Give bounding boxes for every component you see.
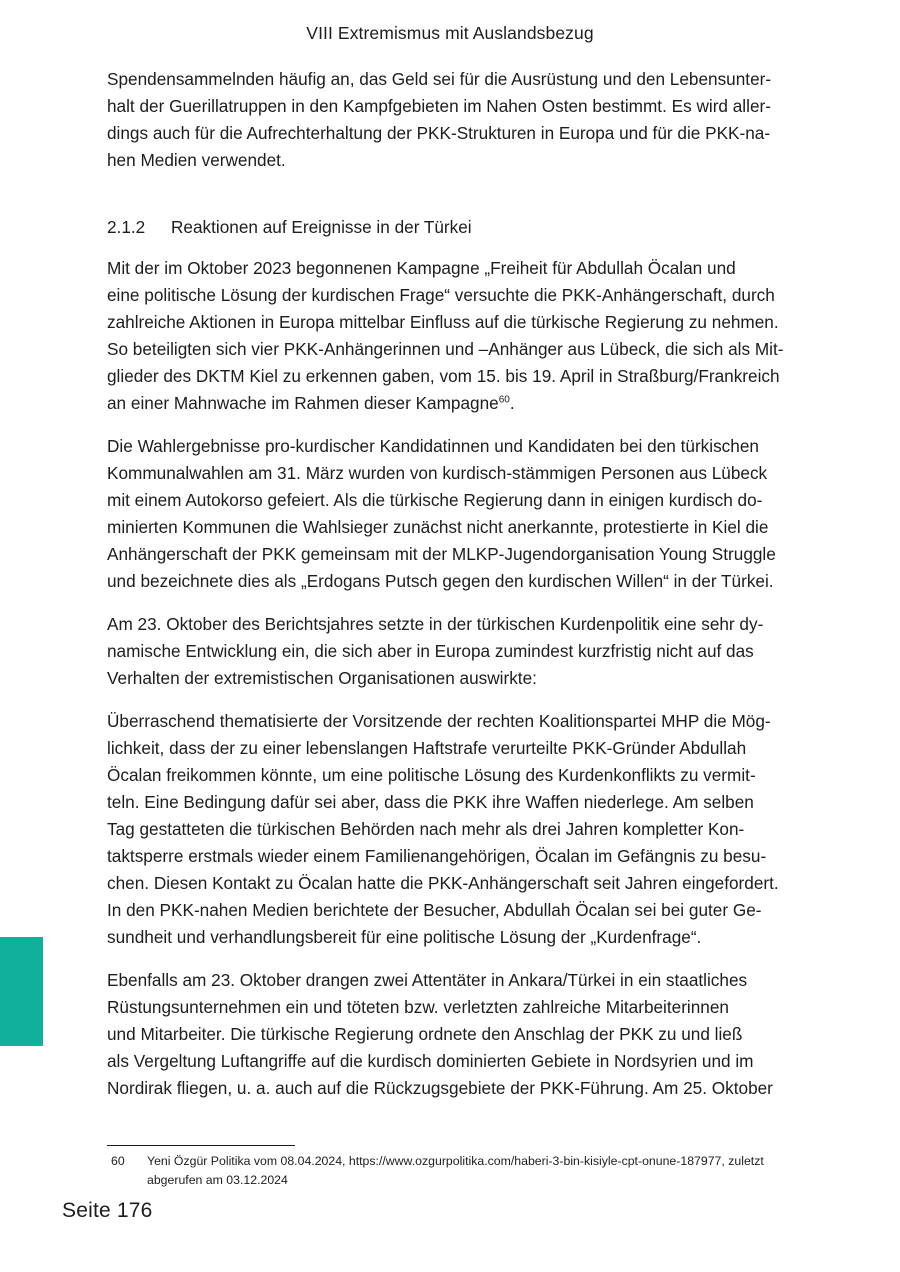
text-line: halt der Guerillatruppen in den Kampfgebieten im Nahen Osten bestimmt. Es wird aller- <box>107 96 771 116</box>
paragraph <box>107 708 837 951</box>
text-line <box>107 390 837 417</box>
text-line: eine politische Lösung der kurdischen Frage“ versuchte die PKK-Anhängerschaft, durch <box>107 285 775 305</box>
footnote <box>107 1152 837 1190</box>
text-line: Öcalan freikommen könnte, um eine politische Lösung des Kurdenkonflikts zu vermit- <box>107 765 756 785</box>
footnote-reference[interactable]: 60 <box>498 394 510 406</box>
paragraph <box>107 611 837 692</box>
text-line: Nordirak fliegen, u. a. auch auf die Rückzugsgebiete der PKK-Führung. Am 25. Oktober <box>107 1078 773 1098</box>
text-line: als Vergeltung Luftangriffe auf die kurdisch dominierten Gebiete in Nordsyrien und im <box>107 1051 754 1071</box>
text-line: namische Entwicklung ein, die sich aber in Europa zumindest kurzfristig nicht auf das <box>107 641 754 661</box>
footnote-divider <box>107 1145 295 1146</box>
text-line: Die Wahlergebnisse pro-kurdischer Kandidatinnen und Kandidaten bei den türkischen <box>107 436 759 456</box>
footnote-line: Yeni Özgür Politika vom 08.04.2024, https://www.ozgurpolitika.com/haberi-3-bin-kisiyle-cpt-onune-187977, zuletzt <box>147 1154 764 1168</box>
section-number: 2.1.2 <box>107 217 146 237</box>
running-header: VIII Extremismus mit Auslandsbezug <box>306 23 594 43</box>
paragraph <box>107 66 837 174</box>
text-line: Rüstungsunternehmen ein und töteten bzw. verletzten zahlreiche Mitarbeiterinnen <box>107 997 729 1017</box>
text-fragment: . <box>509 393 515 413</box>
section-heading <box>107 214 837 241</box>
text-line: Anhängerschaft der PKK gemeinsam mit der MLKP-Jugendorganisation Young Struggle <box>107 544 776 564</box>
paragraph <box>107 255 837 417</box>
text-line: Am 23. Oktober des Berichtsjahres setzte in der türkischen Kurdenpolitik eine sehr dy- <box>107 614 764 634</box>
text-line: teln. Eine Bedingung dafür sei aber, dass die PKK ihre Waffen niederlege. Am selben <box>107 792 754 812</box>
text-line: dings auch für die Aufrechterhaltung der PKK-Strukturen in Europa und für die PKK-na- <box>107 123 771 143</box>
body-text <box>107 66 837 1118</box>
text-fragment: an einer Mahnwache im Rahmen dieser Kampagne <box>107 393 499 413</box>
text-line: minierten Kommunen die Wahlsieger zunächst nicht anerkannte, protestierte in Kiel die <box>107 517 769 537</box>
chapter-color-tab <box>0 937 43 1046</box>
text-line: Überraschend thematisierte der Vorsitzende der rechten Koalitionspartei MHP die Mög- <box>107 711 771 731</box>
text-line: und Mitarbeiter. Die türkische Regierung ordnete den Anschlag der PKK zu und ließ <box>107 1024 743 1044</box>
footnote-text <box>147 1152 837 1190</box>
text-line: sundheit und verhandlungsbereit für eine politische Lösung der „Kurdenfrage“. <box>107 927 702 947</box>
text-line: lichkeit, dass der zu einer lebenslangen Haftstrafe verurteilte PKK-Gründer Abdullah <box>107 738 747 758</box>
text-line: zahlreiche Aktionen in Europa mittelbar Einfluss auf die türkische Regierung zu nehmen. <box>107 312 779 332</box>
text-line: Spendensammelnden häufig an, das Geld sei für die Ausrüstung und den Lebensunter- <box>107 69 772 89</box>
text-line: Mit der im Oktober 2023 begonnenen Kampagne „Freiheit für Abdullah Öcalan und <box>107 258 736 278</box>
text-line: chen. Diesen Kontakt zu Öcalan hatte die PKK-Anhängerschaft seit Jahren eingefordert. <box>107 873 779 893</box>
paragraph <box>107 433 837 595</box>
text-line: In den PKK-nahen Medien berichtete der Besucher, Abdullah Öcalan sei bei guter Ge- <box>107 900 762 920</box>
text-line: So beteiligten sich vier PKK-Anhängerinnen und –Anhänger aus Lübeck, die sich als Mit- <box>107 339 784 359</box>
text-line: Kommunalwahlen am 31. März wurden von kurdisch-stämmigen Personen aus Lübeck <box>107 463 768 483</box>
text-line: Ebenfalls am 23. Oktober drangen zwei Attentäter in Ankara/Türkei in ein staatliches <box>107 970 748 990</box>
text-line: taktsperre erstmals wieder einem Familienangehörigen, Öcalan im Gefängnis zu besu- <box>107 846 767 866</box>
footnote-line: abgerufen am 03.12.2024 <box>147 1173 288 1187</box>
text-line: mit einem Autokorso gefeiert. Als die türkische Regierung dann in einigen kurdisch do- <box>107 490 763 510</box>
footnote-number: 60 <box>111 1154 125 1168</box>
text-line: hen Medien verwendet. <box>107 150 286 170</box>
paragraph <box>107 967 837 1102</box>
text-line: glieder des DKTM Kiel zu erkennen gaben, vom 15. bis 19. April in Straßburg/Frankreich <box>107 366 780 386</box>
text-line: Verhalten der extremistischen Organisationen auswirkte: <box>107 668 537 688</box>
section-title: Reaktionen auf Ereignisse in der Türkei <box>171 217 472 237</box>
page-number: Seite 176 <box>62 1199 153 1222</box>
text-line: Tag gestatteten die türkischen Behörden nach mehr als drei Jahren kompletter Kon- <box>107 819 745 839</box>
text-line: und bezeichnete dies als „Erdogans Putsch gegen den kurdischen Willen“ in der Türkei. <box>107 571 774 591</box>
